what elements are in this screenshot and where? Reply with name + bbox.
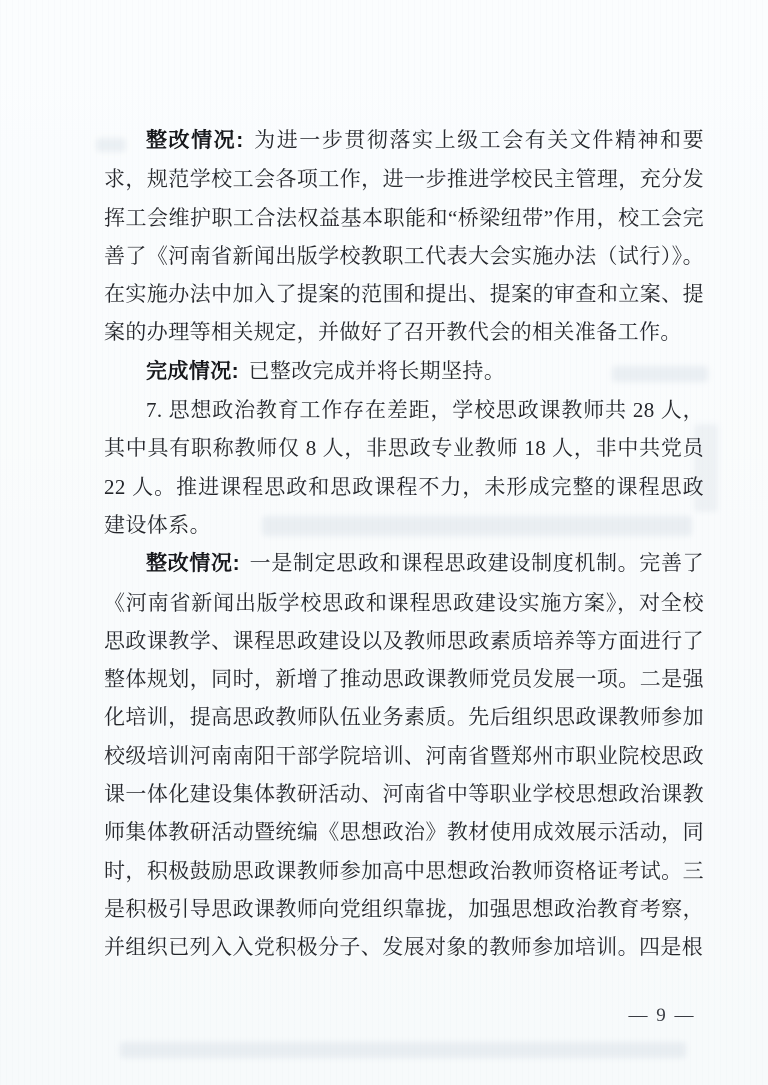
paragraph-completion-status: [104, 352, 704, 391]
paragraph-text: 一是制定思政和课程思政建设制度机制。完善了《河南省新闻出版学校思政和课程思政建设实施方案》，对全校思政课教学、课程思政建设以及教师思政素质培养等方面进行了整体规划，同时，新增了推动思政课教师党员发展一项。二是强化培训，提高思政教师队伍业务素质。先后组织思政课教师参加校级培训河南南阳干部学院培训、河南省暨郑州市职业院校思政课一体化建设集体教研活动、河南省中等职业学校思想政治课教师集体教研活动暨统编《思想政治》教材使用成效展示活动，同时，积极鼓励思政课教师参加高中思想政治教师资格证考试。三是积极引导思政课教师向党组织靠拢，加强思想政治教育考察，并组织已列入入党积极分子、发展对象的教师参加培训。四是根: [104, 551, 704, 960]
paragraph-text: 为进一步贯彻落实上级工会有关文件精神和要求，规范学校工会各项工作，进一步推进学校民主管理，充分发挥工会维护职工合法权益基本职能和“桥梁纽带”作用，校工会完善了《河南省新闻出版学校教职工代表大会实施办法（试行）》。在实施办法中加入了提案的范围和提出、提案的审查和立案、提案的办理等相关规定，并做好了召开教代会的相关准备工作。: [104, 128, 704, 345]
paragraph-label-rectification: 整改情况:: [146, 552, 240, 576]
paragraph-text: 已整改完成并将长期坚持。: [248, 358, 506, 383]
paragraph-label-completion: 完成情况:: [146, 359, 239, 383]
page-number: — 9 —: [628, 1005, 696, 1026]
bleed-through-smudge: [120, 1042, 686, 1058]
paragraph-rectification-status-2: [104, 544, 704, 966]
document-body: [104, 121, 704, 967]
paragraph-text: 7. 思想政治教育工作存在差距，学校思政课教师共 28 人，其中具有职称教师仅 8 人，非思政专业教师 18 人，非中共党员 22 人。推进课程思政和思政课程不力，未形成完整的课程思政建设体系。: [104, 398, 704, 537]
paragraph-rectification-status-1: [104, 121, 704, 352]
paragraph-issue-item-7: [104, 391, 704, 544]
paragraph-label-rectification: 整改情况:: [146, 129, 244, 152]
